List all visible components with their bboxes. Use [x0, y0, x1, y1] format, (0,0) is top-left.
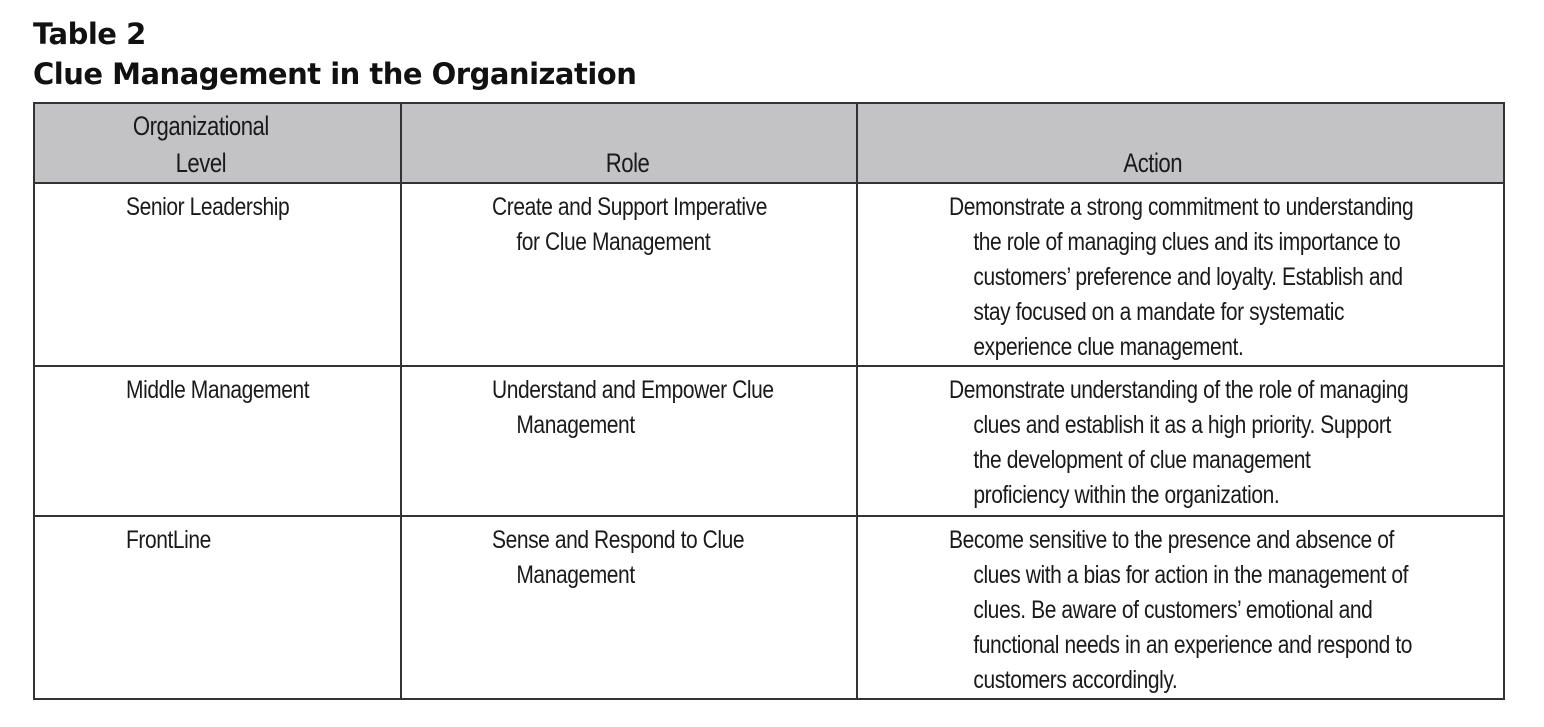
action-line: clues. Be aware of customers’ emotional and [973, 596, 1373, 624]
clue-management-table [33, 102, 1505, 700]
header-level-line: Level [175, 148, 226, 178]
action-line: the development of clue management [973, 446, 1311, 474]
header-role: Role [401, 103, 857, 183]
role-line: Management [516, 561, 635, 589]
table-row [34, 366, 1504, 516]
role-line: Sense and Respond to Clue [492, 526, 745, 554]
action-line: customers accordingly. [973, 666, 1178, 694]
role-line: Understand and Empower Clue [492, 376, 774, 404]
action-line: clues with a bias for action in the management of [973, 561, 1409, 589]
role-line: Management [516, 411, 635, 439]
action-line: Become sensitive to the presence and absence of [949, 526, 1394, 554]
table-row [34, 516, 1504, 699]
action-line: stay focused on a mandate for systematic [973, 298, 1345, 326]
header-level-line: Organizational [132, 111, 269, 141]
action-line: experience clue management. [973, 333, 1244, 361]
role-line: for Clue Management [516, 228, 711, 256]
action-line: proficiency within the organization. [973, 481, 1280, 509]
role-cell [401, 183, 857, 366]
action-cell [857, 183, 1504, 366]
level-cell: Middle Management [34, 366, 401, 516]
level-cell: Senior Leadership [34, 183, 401, 366]
table-row [34, 183, 1504, 366]
action-line: customers’ preference and loyalty. Establish and [973, 263, 1403, 291]
role-line: Create and Support Imperative [492, 193, 767, 221]
table-title: Clue Management in the Organization [33, 57, 637, 91]
role-cell [401, 516, 857, 699]
level-cell: FrontLine [34, 516, 401, 699]
table-number: Table 2 [33, 17, 146, 51]
action-line: functional needs in an experience and respond to [973, 631, 1413, 659]
action-line: the role of managing clues and its importance to [973, 228, 1401, 256]
action-line: Demonstrate understanding of the role of managing [949, 376, 1409, 404]
header-action: Action [857, 103, 1504, 183]
action-cell [857, 366, 1504, 516]
action-line: Demonstrate a strong commitment to understanding [949, 193, 1414, 221]
action-cell [857, 516, 1504, 699]
header-row [34, 103, 1504, 183]
header-organizational-level [34, 103, 401, 183]
action-line: clues and establish it as a high priority. Support [973, 411, 1391, 439]
table-caption [33, 14, 636, 94]
role-cell [401, 366, 857, 516]
